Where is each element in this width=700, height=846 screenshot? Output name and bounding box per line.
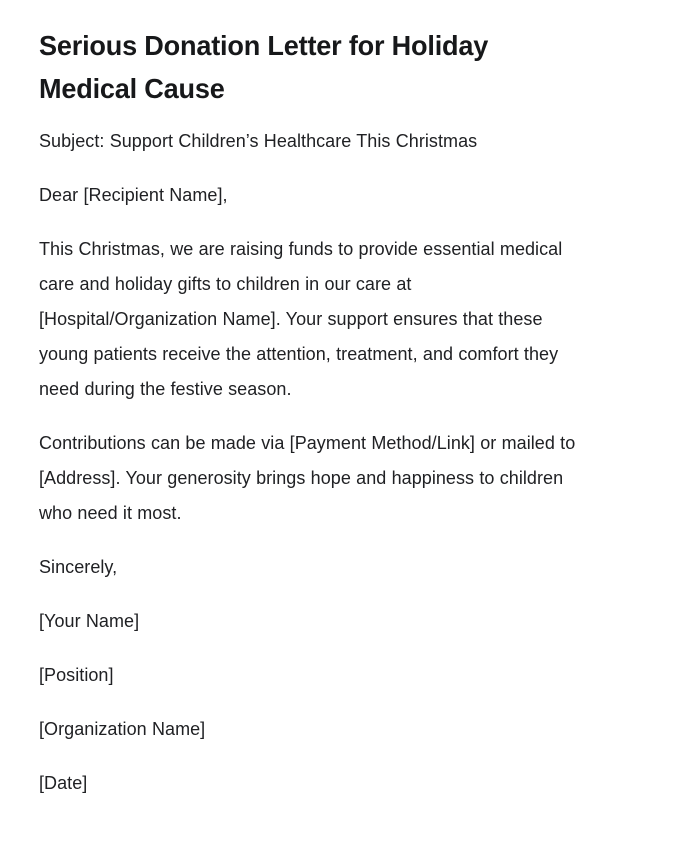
letter-salutation: Dear [Recipient Name],	[39, 185, 228, 205]
signature-date: [Date]	[39, 773, 88, 793]
page-title: Serious Donation Letter for Holiday Medical Cause	[39, 30, 489, 104]
letter-paragraph-2: Contributions can be made via [Payment Method/Link] or mailed to [Address]. Your generosity brings hope and happiness to children who need it most.	[39, 433, 576, 523]
signature-your-name: [Your Name]	[39, 611, 140, 631]
letter-closing: Sincerely,	[39, 557, 118, 577]
letter-body	[39, 24, 590, 801]
letter-paragraph-1: This Christmas, we are raising funds to provide essential medical care and holiday gifts to children in our care at [Hospital/Organization Name]. Your support ensures that these young patients receive the attention, treatment, and comfort they need during the festive season.	[39, 239, 563, 399]
signature-position: [Position]	[39, 665, 114, 685]
letter-subject-line: Subject: Support Children’s Healthcare This Christmas	[39, 131, 478, 151]
signature-organization-name: [Organization Name]	[39, 719, 206, 739]
